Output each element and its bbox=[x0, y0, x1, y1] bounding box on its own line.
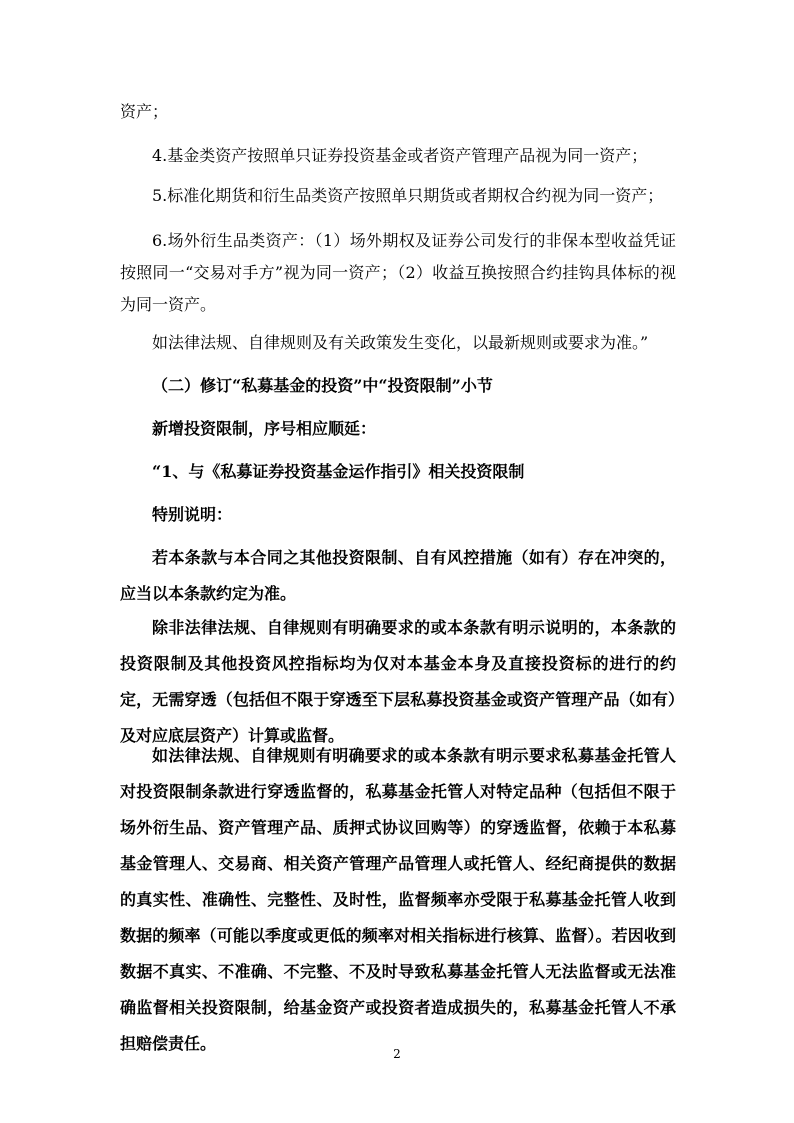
paragraph-item-4: 4.基金类资产按照单只证券投资基金或者资产管理产品视为同一资产； bbox=[152, 146, 648, 165]
paragraph-rules-change: 如法律法规、自律规则及有关政策发生变化，以最新规则或要求为准。” bbox=[152, 333, 649, 352]
paragraph-special-note: 特别说明： bbox=[152, 505, 233, 524]
paragraph-item-5: 5.标准化期货和衍生品类资产按照单只期货或者期权合约视为同一资产； bbox=[152, 186, 664, 205]
paragraph-new-limits: 新增投资限制，序号相应顺延： bbox=[152, 419, 377, 438]
section-heading-investment-limits: （二）修订“私募基金的投资”中“投资限制”小节 bbox=[152, 376, 493, 395]
subheading-guideline-limits: “1、与《私募证券投资基金运作指引》相关投资限制 bbox=[152, 462, 525, 481]
paragraph-continuation: 资产； bbox=[120, 102, 169, 121]
paragraph-conflict-clause: 若本条款与本合同之其他投资限制、自有风控措施（如有）存在冲突的，应当以本条款约定为准。 bbox=[120, 548, 676, 603]
paragraph-custodian-supervision: 如法律法规、自律规则有明确要求的或本条款有明示要求私募基金托管人对投资限制条款进行穿透监督的，私募基金托管人对特定品种（包括但不限于场外衍生品、资产管理产品、质押式协议回购等）的穿透监督，依赖于本私募基金管理人、交易商、相关资产管理产品管理人或托管人、经纪商提供的数据的真实性、准确性、完整性、及时性，监督频率亦受限于私募基金托管人收到数据的频率（可能以季度或更低的频率对相关指标进行核算、监督）。若因收到数据不真实、不准确、不完整、不及时导致私募基金托管人无法监督或无法准确监督相关投资限制，给基金资产或投资者造成损失的，私募基金托管人不承担赔偿责任。 bbox=[120, 746, 676, 1053]
paragraph-item-6: 6.场外衍生品类资产：（1）场外期权及证券公司发行的非保本型收益凭证按照同一“交易对手方”视为同一资产；（2）收益互换按照合约挂钩具体标的视为同一资产。 bbox=[120, 231, 676, 314]
paragraph-no-penetration: 除非法律法规、自律规则有明确要求的或本条款有明示说明的，本条款的投资限制及其他投资风控指标均为仅对本基金本身及直接投资标的进行的约定，无需穿透（包括但不限于穿透至下层私募投资基金或资产管理产品（如有）及对应底层资产）计算或监督。 bbox=[120, 618, 676, 745]
page-number: 2 bbox=[393, 1047, 401, 1061]
